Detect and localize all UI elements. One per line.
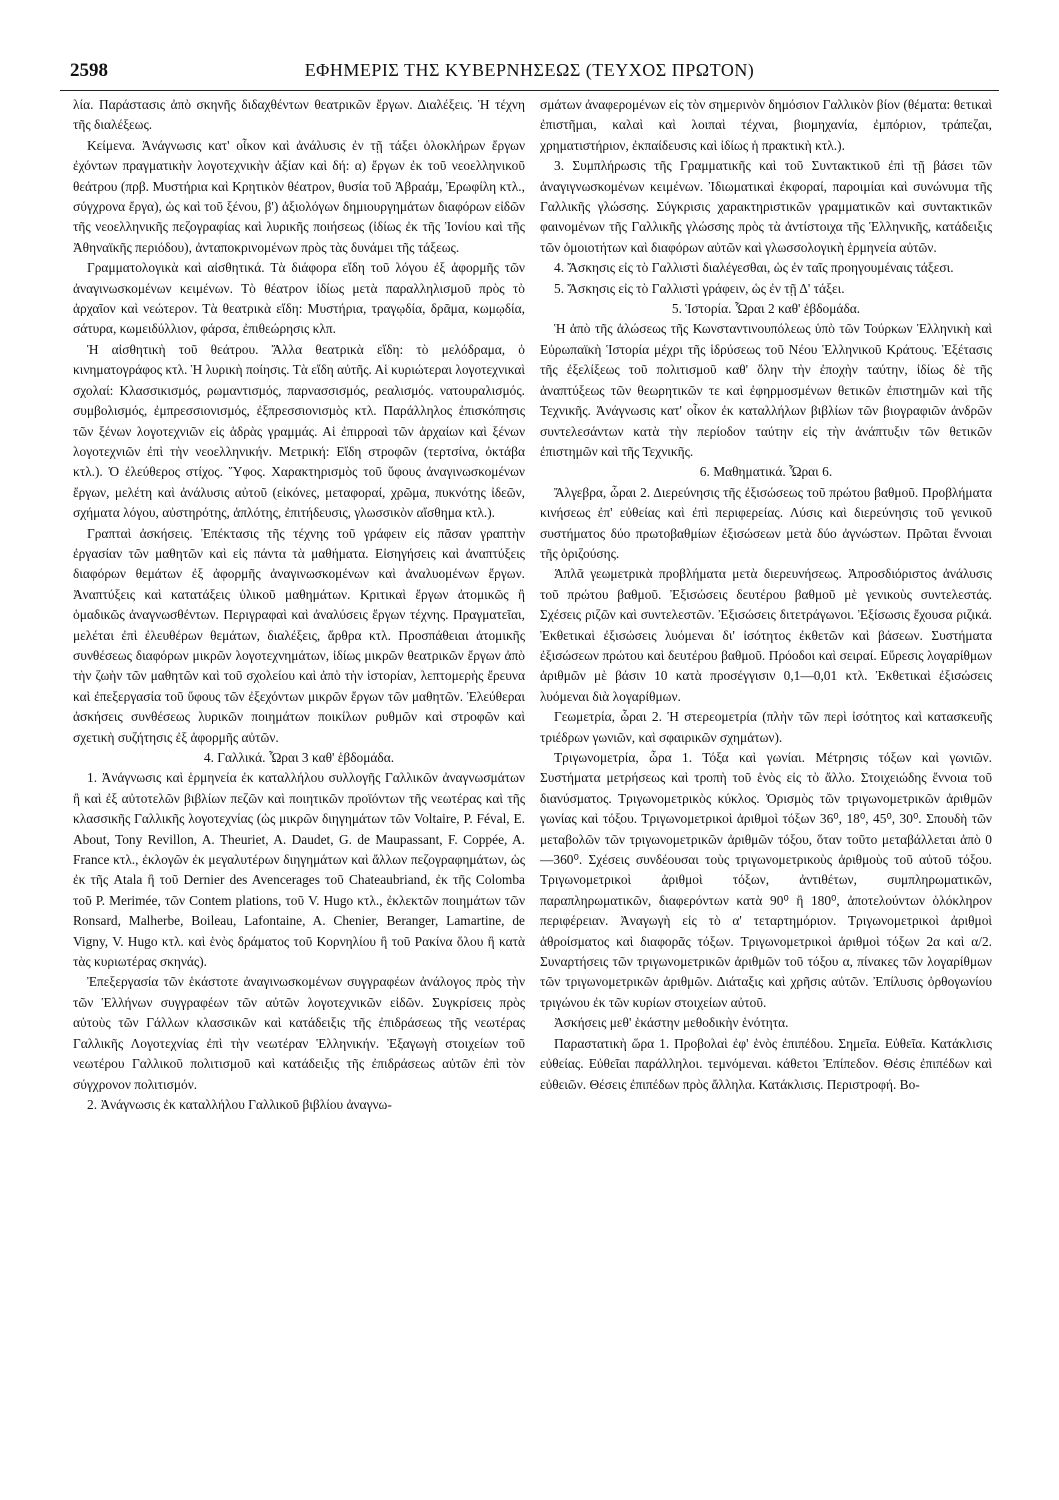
paragraph: 2. Ἀνάγνωσις ἐκ καταλλήλου Γαλλικοῦ βιβλίου ἀναγνω- [87,1096,392,1112]
paragraph: Κείμενα. Ἀνάγνωσις κατ' οἶκον καὶ ἀνάλυσις ἐν τῇ τάξει ὁλοκλήρων ἔργων ἐχόντων πραγματικὴν λογοτεχνικὴν ἀξίαν καὶ δή: α) ἔργων ἐκ τοῦ νεοελληνικοῦ θεάτρου (πρβ. Μυστήρια καὶ Κρητικὸν θέατρον, θυσία τοῦ Ἀβραάμ, Ἐρωφίλη κτλ., σύγχρονα ἔργα), ὡς καὶ τοῦ ξένου, β') ἀξιολόγων δημιουργημάτων διαφόρων εἰδῶν τῆς νεοελληνικῆς πεζογραφίας καὶ λυρικῆς ποιήσεως (ἰδίως ἐκ τῆς Ἰονίου καὶ τῆς Ἀθηναϊκῆς περιόδου), ἀνταποκρινομένων πρὸς τὰς δυνάμει τῆς τάξεως. [73,137,525,255]
left-column [73,95,525,1115]
paragraph: Ἀσκήσεις μεθ' ἑκάστην μεθοδικὴν ἑνότητα. [554,1015,789,1031]
right-column [540,95,992,1095]
section-heading: 5. Ἱστορία. Ὧραι 2 καθ' ἑβδομάδα. [671,301,861,317]
page-number: 2598 [70,60,108,81]
paragraph: Τριγωνομετρία, ὧρα 1. Τόξα καὶ γωνίαι. Μέτρησις τόξων καὶ γωνιῶν. Συστήματα μετρήσεως καὶ τροπὴ τοῦ ἑνὸς εἰς τὸ ἄλλο. Στοιχειώδης ἔννοια τοῦ διανύσματος. Τριγωνομετρικὸς κύκλος. Ὁρισμὸς τῶν τριγωνομετρικῶν ἀριθμῶν γωνίας καὶ τόξου. Τριγωνομετρικοὶ ἀριθμοὶ τόξων 36⁰, 18⁰, 45⁰, 30⁰. Σπουδὴ τῶν μεταβολῶν τῶν τριγωνομετρικῶν ἀριθμῶν τόξου, ὅταν τοῦτο μεταβάλλεται ἀπὸ 0—360⁰. Σχέσεις συνδέουσαι τοὺς τριγωνομετρικοὺς ἀριθμοὺς τοῦ αὐτοῦ τόξου. Τριγωνομετρικοὶ ἀριθμοὶ τόξων, ἀντιθέτων, συμπληρωματικῶν, παραπληρωματικῶν, διαφερόντων κατὰ 90⁰ ἢ 180⁰, ἀποτελούντων ὁλόκληρον περιφέρειαν. Ἀναγωγὴ εἰς τὸ α' τεταρτημόριον. Τριγωνομετρικοὶ ἀριθμοὶ ἀθροίσματος καὶ διαφορᾶς τόξων. Τριγωνομετρικοὶ ἀριθμοὶ τόξων 2α καὶ α/2. Συναρτήσεις τῶν τριγωνομετρικῶν ἀριθμῶν τοῦ τόξου α, πίνακες τῶν λογαρίθμων τῶν τριγωνομετρικῶν ἀριθμῶν. Διάταξις καὶ χρῆσις αὐτῶν. Ἐπίλυσις ὀρθογωνίου τριγώνου ἐκ τῶν κυρίων στοιχείων αὐτοῦ. [540,750,992,1010]
paragraph: Γραμματολογικὰ καὶ αἰσθητικά. Τὰ διάφορα εἴδη τοῦ λόγου ἐξ ἀφορμῆς τῶν ἀναγινωσκομένων κειμένων. Τὸ θέατρον ἰδίως μετὰ παραλληλισμοῦ πρὸς τὸ ἀρχαῖον καὶ νεώτερον. Τὰ θεατρικὰ εἴδη: Μυστήρια, τραγῳδία, δρᾶμα, κωμῳδία, σάτυρα, κωμειδύλλιον, φάρσα, ἐπιθεώρησις κλπ. [73,260,525,337]
paragraph: Ἡ ἀπὸ τῆς ἁλώσεως τῆς Κωνσταντινουπόλεως ὑπὸ τῶν Τούρκων Ἑλληνικὴ καὶ Εὐρωπαϊκὴ Ἱστορία μέχρι τῆς ἱδρύσεως τοῦ Νέου Ἑλληνικοῦ Κράτους. Ἐξέτασις τῆς ἐξελίξεως τοῦ πολιτισμοῦ καθ' ὅλην τὴν ἐποχὴν ταύτην, ἰδίως δὲ τῆς ἀναπτύξεως τῶν θεωρητικῶν τε καὶ ἐφηρμοσμένων θετικῶν ἐπιστημῶν καὶ τῆς Τεχνικῆς. Ἀνάγνωσις κατ' οἶκον ἐκ καταλλήλων βιβλίων τῶν βιογραφιῶν ἀνδρῶν συντελεσάντων κατὰ τὴν περίοδον ταύτην εἰς τὴν ἀνάπτυξιν τῶν θετικῶν ἐπιστημῶν καὶ τῆς Τεχνικῆς. [540,321,992,459]
section-heading: 6. Μαθηματικά. Ὧραι 6. [699,464,833,480]
paragraph: Ἡ αἰσθητικὴ τοῦ θεάτρου. Ἄλλα θεατρικὰ εἴδη: τὸ μελόδραμα, ὁ κινηματογράφος κτλ. Ἡ λυρικὴ ποίησις. Τὰ εἴδη αὐτῆς. Αἱ κυριώτεραι λογοτεχνικαὶ σχολαί: Κλασσικισμός, ρωμαντισμός, παρνασσισμός, ρεαλισμός. νατουραλισμός. συμβολισμός, ἐμπρεσσιονισμός, ἐξπρεσσιονισμὸς κτλ. Παράλληλος ἐπισκόπησις τῶν ξένων λογοτεχνιῶν εἰς ἁδρὰς γραμμάς. Αἱ ἐπιρροαὶ τῶν ἀρχαίων καὶ ξένων λογοτεχνιῶν ἐπὶ τὴν νεοελληνικήν. Μετρική: Εἴδη στροφῶν (τερτσίνα, ὀκτάβα κτλ.). Ὁ ἐλεύθερος στίχος. Ὕφος. Χαρακτηρισμὸς τοῦ ὕφους ἀναγινωσκομένων ἔργων, μελέτη καὶ ἀνάλυσις αὐτοῦ (εἰκόνες, μεταφοραί, χρῶμα, πυκνότης ἰδεῶν, σχήματα λόγου, αὐστηρότης, ἁπλότης, ἐπιτήδευσις, γλωσσικὸν αἴσθημα κτλ.). [73,341,525,521]
paragraph: Γεωμετρία, ὧραι 2. Ἡ στερεομετρία (πλὴν τῶν περὶ ἰσότητος καὶ κατασκευῆς τριέδρων γωνιῶν, καὶ σφαιρικῶν σχημάτων). [540,709,992,745]
paragraph: Ἄλγεβρα, ὧραι 2. Διερεύνησις τῆς ἐξισώσεως τοῦ πρώτου βαθμοῦ. Προβλήματα κινήσεως ἐπ' εὐθείας καὶ ἐπὶ περιφερείας. Λύσις καὶ διερεύνησις τοῦ γενικοῦ συστήματος δύο πρωτοβαθμίων ἐξισώσεων μετὰ δύο ἀγνώστων. Πρῶται ἔννοιαι τῆς ὁριζούσης. [540,484,992,561]
paragraph: 3. Συμπλήρωσις τῆς Γραμματικῆς καὶ τοῦ Συντακτικοῦ ἐπὶ τῇ βάσει τῶν ἀναγιγνωσκομένων κειμένων. Ἰδιωματικαὶ ἐκφοραί, παροιμίαι καὶ συνώνυμα τῆς Γαλλικῆς γλώσσης. Σύγκρισις χαρακτηριστικῶν γραμματικῶν καὶ συντακτικῶν φαινομένων τῆς Γαλλικῆς γλώσσης πρὸς τὰ ἀντίστοιχα τῆς Ἑλληνικῆς, κατάδειξις τῶν ὁμοιοτήτων καὶ διαφόρων αὐτῶν καὶ γλωσσολογικὴ ἑρμηνεία αὐτῶν. [540,158,992,255]
paragraph: Ἐπεξεργασία τῶν ἑκάστοτε ἀναγινωσκομένων συγγραφέων ἀνάλογος πρὸς τὴν τῶν Ἑλλήνων συγγραφέων τῶν αὐτῶν λογοτεχνικῶν εἰδῶν. Συγκρίσεις πρὸς αὐτοὺς τῶν Γάλλων κλασσικῶν καὶ κατάδειξις τῆς ἐπιδράσεως τῆς νεωτέρας Γαλλικῆς Λογοτεχνίας ἐπὶ τὴν νεωτέραν Ἑλληνικήν. Ἐξαγωγὴ στοιχείων τοῦ νεωτέρου Γαλλικοῦ πολιτισμοῦ καὶ κατάδειξις τῆς ἐπιδράσεως αὐτῶν ἐπὶ τὸν σύγχρονον πολιτισμόν. [73,974,525,1092]
section-heading: 4. Γαλλικά. Ὧραι 3 καθ' ἑβδομάδα. [203,750,395,765]
paragraph: 5. Ἄσκησις εἰς τὸ Γαλλιστὶ γράφειν, ὡς ἐν τῇ Δ' τάξει. [554,280,845,296]
gazette-title: ΕΦΗΜΕΡΙΣ ΤΗΣ ΚΥΒΕΡΝΗΣΕΩΣ (ΤΕΥΧΟΣ ΠΡΩΤΟΝ) [304,60,755,80]
paragraph: σμάτων ἀναφερομένων εἰς τὸν σημερινὸν δημόσιον Γαλλικὸν βίον (θέματα: θετικαὶ ἐπιστῆμαι, καλαὶ καὶ λοιπαὶ τέχναι, βιομηχανία, ἐμπόριον, τράπεζαι, χρηματιστήριον, ἐκπαίδευσις καὶ ἰδίως ἡ πρακτικὴ κτλ.). [540,97,992,153]
paragraph: 1. Ἀνάγνωσις καὶ ἑρμηνεία ἐκ καταλλήλου συλλογῆς Γαλλικῶν ἀναγνωσμάτων ἢ καὶ ἐξ αὐτοτελῶν βιβλίων πεζῶν καὶ ποιητικῶν προϊόντων τῆς νεωτέρας καὶ τῆς κλασσικῆς Γαλλικῆς λογοτεχνίας (ὡς μικρῶν διηγημάτων τῶν Voltaire, P. Féval, E. About, Tony Revillon, A. Theuriet, A. Daudet, G. de Maupassant, F. Coppée, A. France κτλ., ἐκλογῶν ἐκ μεγαλυτέρων διηγημάτων καὶ ἄλλων πεζογραφημάτων, ὡς ἐκ τῆς Atala ἢ τοῦ Dernier des Avencerages τοῦ Chateaubriand, ἐκ τῆς Colomba τοῦ P. Merimée, τῶν Contem plations, τοῦ V. Hugo κτλ., ἐκλεκτῶν ποιημάτων τῶν Ronsard, Malherbe, Boileau, Lafontaine, A. Chenier, Beranger, Lamartine, de Vigny, V. Hugo κτλ. καὶ ἑνὸς δράματος τοῦ Κορνηλίου ἢ τοῦ Ρακίνα ὅλου ἢ κατὰ τὰς κυριωτέρας σκηνάς). [73,770,525,970]
paragraph: 4. Ἄσκησις εἰς τὸ Γαλλιστὶ διαλέγεσθαι, ὡς ἐν ταῖς προηγουμέναις τάξεσι. [554,260,954,276]
paragraph: Παραστατικὴ ὥρα 1. Προβολαὶ ἐφ' ἑνὸς ἐπιπέδου. Σημεῖα. Εὐθεῖα. Κατάκλισις εὐθείας. Εὐθεῖαι παράλληλοι. τεμνόμεναι. κάθετοι Ἐπίπεδον. Θέσις ἐπιπέδων καὶ εὐθειῶν. Θέσεις ἐπιπέδων πρὸς ἄλληλα. Κατάκλισις. Περιστροφή. Βο- [540,1035,992,1092]
paragraph: Γραπταὶ ἀσκήσεις. Ἐπέκτασις τῆς τέχνης τοῦ γράφειν εἰς πᾶσαν γραπτὴν ἐργασίαν τῶν μαθητῶν καὶ εἰς πάντα τὰ μαθήματα. Εἰσηγήσεις καὶ ἀναπτύξεις διαφόρων θεμάτων ἐξ ἀφορμῆς ἀναγινωσκομένων καὶ ἀναλυομένων ἔργων. Ἀναπτύξεις καὶ κατατάξεις ὑλικοῦ μαθημάτων. Κριτικαὶ ἔργων ἀτομικῶς ἢ ὁμαδικῶς ἀναγνωσθέντων. Περιγραφαὶ καὶ ἀναλύσεις ἔργων τέχνης. Πραγματεῖαι, μελέται ἐπὶ ἐλευθέρων θεμάτων, διαλέξεις, ἄρθρα κτλ. Προσπάθειαι ἀτομικῆς συνθέσεως διαφόρων μικρῶν λογοτεχνημάτων, ἰδίως μικρῶν θεατρικῶν ἔργων ἀπὸ τὴν ζωὴν τῶν μαθητῶν καὶ τοῦ σχολείου καὶ ἀπὸ τὴν ἱστορίαν, λεπτομερὴς ἔρευνα καὶ ἐπεξεργασία τοῦ ὕφους τῶν ἐξεχόντων μικρῶν ἔργων τῶν μαθητῶν. Ἐλεύθεραι ἀσκήσεις συνθέσεως λυρικῶν ποιημάτων ποικίλων ρυθμῶν καὶ στροφῶν καὶ σχετικὴ συζήτησις ἐξ ἀφορμῆς αὐτῶν. [73,525,525,745]
paragraph: Ἁπλᾶ γεωμετρικὰ προβλήματα μετὰ διερευνήσεως. Ἀπροσδιόριστος ἀνάλυσις τοῦ πρώτου βαθμοῦ. Ἐξισώσεις δευτέρου βαθμοῦ μὲ γενικοὺς συντελεστάς. Σχέσεις ριζῶν καὶ συντελεστῶν. Ἐξισώσεις διτετράγωνοι. Ἐξίσωσις ἔχουσα ριζικά. Ἐκθετικαὶ ἐξισώσεις λυόμεναι δι' ἰσότητος ἐκθετῶν καὶ βάσεων. Συστήματα ἐξισώσεων πρώτου καὶ δευτέρου βαθμοῦ. Πρόοδοι καὶ σειραί. Εὕρεσις λογαρίθμων ἀριθμῶν μὲ βάσιν 10 κατὰ προσέγγισιν 0,1—0,01 κτλ. Ἐκθετικαὶ ἐξισώσεις λυόμεναι διὰ λογαρίθμων. [540,566,992,704]
page-header [60,58,999,94]
header-rule [60,90,999,91]
paragraph: λία. Παράστασις ἀπὸ σκηνῆς διδαχθέντων θεατρικῶν ἔργων. Διαλέξεις. Ἡ τέχνη τῆς διαλέξεως. [73,97,525,133]
